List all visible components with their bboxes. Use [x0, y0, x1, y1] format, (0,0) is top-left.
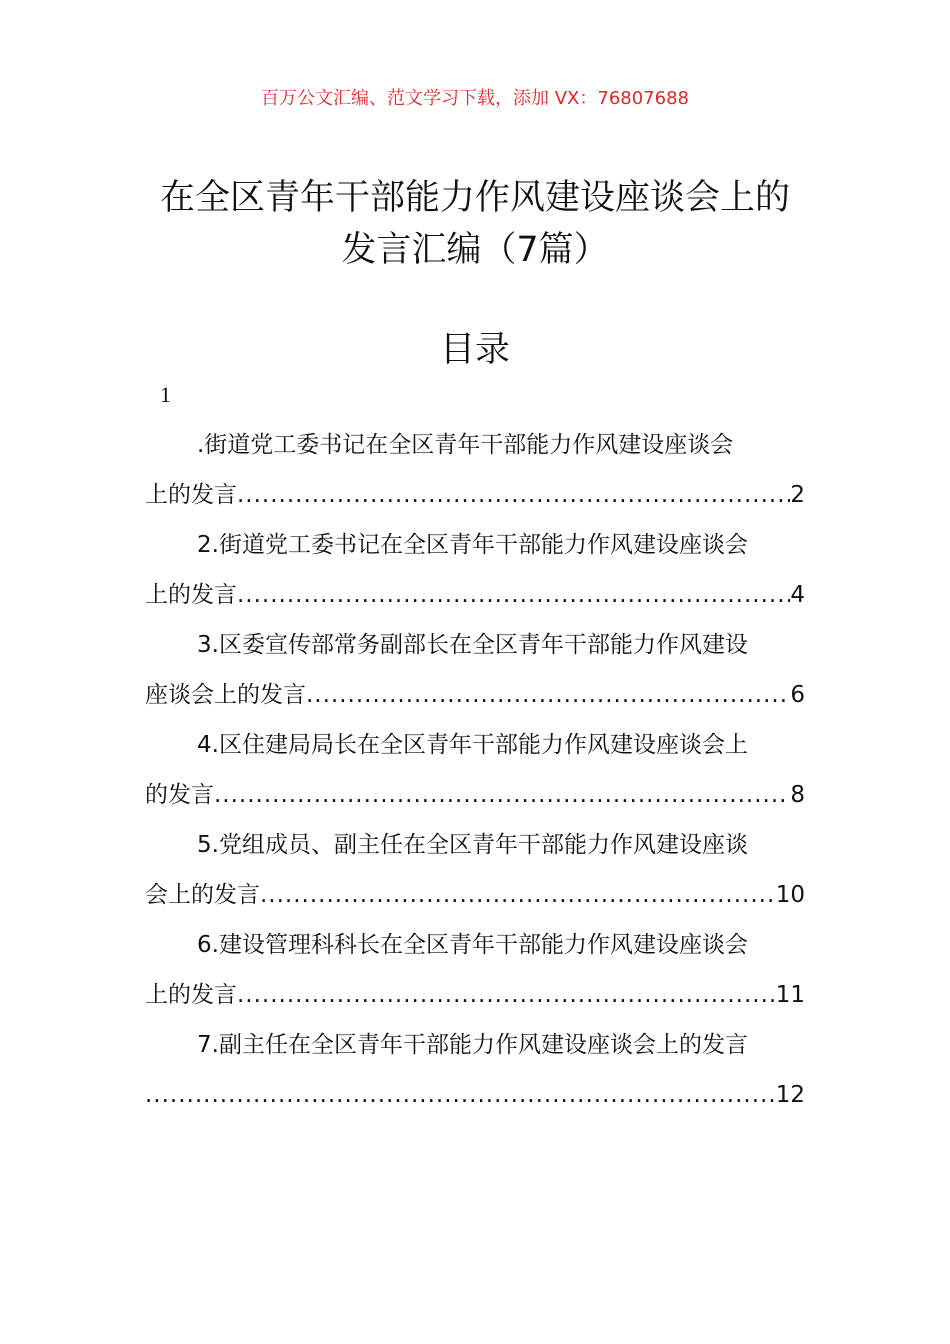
toc-page-number: 10 [775, 882, 805, 908]
toc-entry-title: 6.建设管理科科长在全区青年干部能力作风建设座谈会 [197, 932, 748, 958]
toc-entry-title-cont: 会上的发言 [145, 882, 260, 908]
toc-entry[interactable] [145, 1022, 805, 1122]
dot-leader [260, 872, 776, 922]
stray-number: 1 [160, 382, 171, 407]
title-line-2: 发言汇编（7篇） [341, 230, 609, 270]
toc-entry[interactable] [145, 622, 805, 722]
toc-entry[interactable] [145, 722, 805, 822]
toc-heading: 目录 [439, 330, 510, 370]
toc-entry-title: 3.区委宣传部常务副部长在全区青年干部能力作风建设 [197, 632, 748, 658]
toc-entry-title-cont: 上的发言 [145, 482, 237, 508]
table-of-contents [145, 422, 805, 1122]
toc-entry-title-cont: 座谈会上的发言 [145, 682, 306, 708]
toc-entry-title: 7.副主任在全区青年干部能力作风建设座谈会上的发言 [197, 1032, 748, 1058]
toc-entry-title-cont: 的发言 [145, 782, 214, 808]
dot-leader [237, 572, 790, 622]
toc-entry-title: 2.街道党工委书记在全区青年干部能力作风建设座谈会 [197, 532, 748, 558]
dot-leader [145, 1072, 776, 1122]
toc-page-number: 2 [790, 482, 805, 508]
title-line-1: 在全区青年干部能力作风建设座谈会上的 [159, 178, 790, 218]
toc-entry[interactable] [145, 422, 805, 522]
dot-leader [306, 672, 790, 722]
dot-leader [237, 472, 790, 522]
toc-entry[interactable] [145, 522, 805, 622]
dot-leader [237, 972, 776, 1022]
toc-page-number: 8 [790, 782, 805, 808]
toc-page-number: 6 [790, 682, 805, 708]
toc-entry-title: 4.区住建局局长在全区青年干部能力作风建设座谈会上 [197, 732, 748, 758]
toc-entry-title-cont: 上的发言 [145, 582, 237, 608]
toc-entry-title: .街道党工委书记在全区青年干部能力作风建设座谈会 [197, 432, 734, 458]
toc-page-number: 4 [790, 582, 805, 608]
dot-leader [214, 772, 790, 822]
toc-entry-title-cont: 上的发言 [145, 982, 237, 1008]
toc-page-number: 12 [775, 1082, 805, 1108]
toc-page-number: 11 [775, 982, 805, 1008]
document-title [0, 172, 950, 276]
watermark-banner: 百万公文汇编、范文学习下载，添加 VX：76807688 [261, 88, 689, 109]
toc-entry[interactable] [145, 822, 805, 922]
toc-entry-title: 5.党组成员、副主任在全区青年干部能力作风建设座谈 [197, 832, 748, 858]
toc-entry[interactable] [145, 922, 805, 1022]
